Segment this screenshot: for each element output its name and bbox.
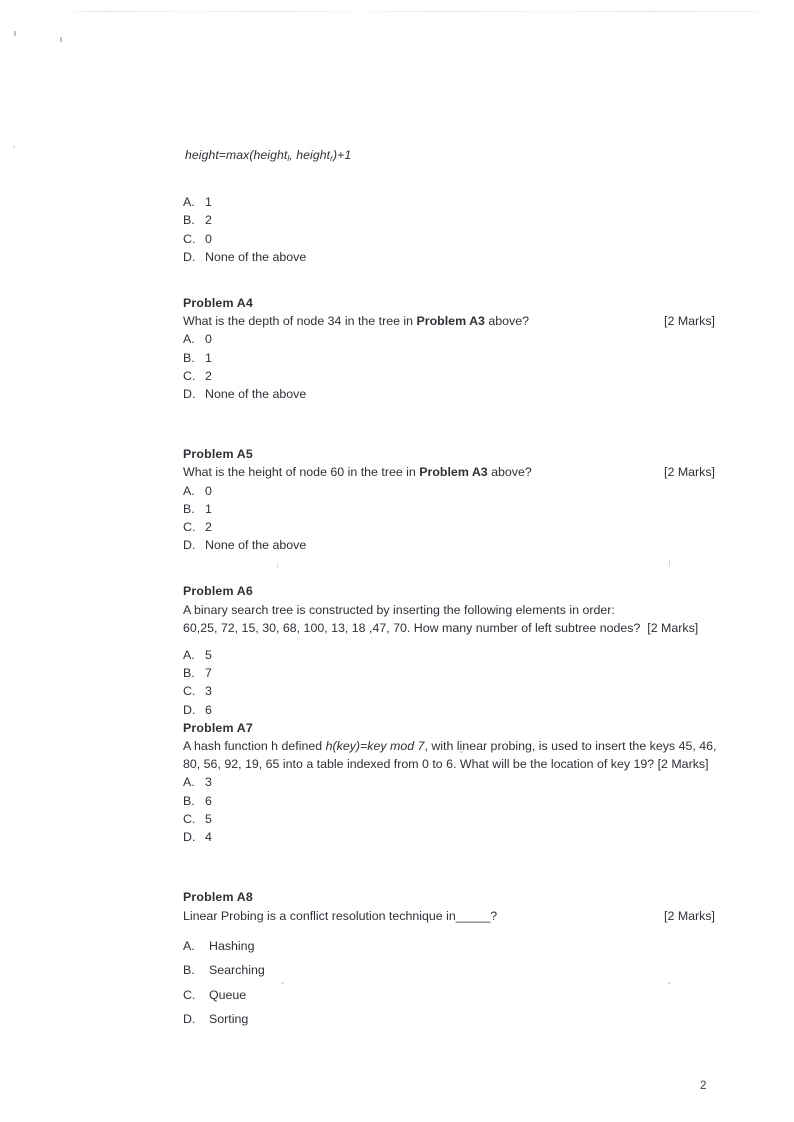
option-key: D. xyxy=(183,702,196,717)
option-key: B. xyxy=(183,213,195,228)
option-item[interactable] xyxy=(183,958,715,983)
problem-a6-question-line2-row xyxy=(183,619,715,637)
marks-label: [2 Marks] xyxy=(664,465,715,480)
option-value: 5 xyxy=(205,811,212,826)
formula-suffix: )+1 xyxy=(332,148,352,162)
option-value: None of the above xyxy=(205,538,307,553)
option-item[interactable] xyxy=(183,536,715,554)
option-value: None of the above xyxy=(205,387,307,402)
option-item[interactable] xyxy=(183,230,715,248)
option-key: A. xyxy=(183,938,195,953)
option-key: C. xyxy=(183,987,196,1002)
option-item[interactable] xyxy=(183,211,715,229)
option-item[interactable] xyxy=(183,792,715,810)
option-item[interactable] xyxy=(183,500,715,518)
question-text-post: above? xyxy=(484,314,530,329)
question-text-pre: What is the depth of node 34 in the tree in xyxy=(183,314,417,329)
question-reference: Problem A3 xyxy=(419,465,488,480)
option-value: 3 xyxy=(205,775,212,790)
option-list-a8 xyxy=(183,934,715,1032)
scan-artifact-speck xyxy=(13,146,15,148)
option-list-a5 xyxy=(183,482,715,555)
problem-a5-question-row xyxy=(183,463,715,481)
option-item[interactable] xyxy=(183,248,715,266)
option-list-a6 xyxy=(183,646,715,719)
option-item[interactable] xyxy=(183,518,715,536)
problem-a4-title: Problem A4 xyxy=(183,296,253,311)
option-item[interactable] xyxy=(183,983,715,1008)
problem-a7-question xyxy=(183,737,721,773)
option-value: 0 xyxy=(205,483,212,498)
problem-a4-question-row xyxy=(183,312,715,330)
option-item[interactable] xyxy=(183,193,715,211)
formula-middle: , height xyxy=(289,148,331,162)
option-key: A. xyxy=(183,648,195,663)
option-item[interactable] xyxy=(183,828,715,846)
option-value: Sorting xyxy=(209,1012,249,1027)
question-text-pre: What is the height of node 60 in the tree in xyxy=(183,465,420,480)
marks-label: [2 Marks] xyxy=(664,314,715,329)
problem-a7 xyxy=(183,719,715,846)
option-item[interactable] xyxy=(183,773,715,791)
problem-a7-title: Problem A7 xyxy=(183,720,253,735)
option-key: D. xyxy=(183,249,196,264)
option-value: Hashing xyxy=(209,938,255,953)
option-item[interactable] xyxy=(183,385,715,403)
option-value: 1 xyxy=(205,195,212,210)
option-item[interactable] xyxy=(183,482,715,500)
option-key: B. xyxy=(183,350,195,365)
problem-a6-question-line1: A binary search tree is constructed by inserting the following elements in order: xyxy=(183,602,615,617)
option-key: A. xyxy=(183,195,195,210)
option-list-a7 xyxy=(183,773,715,846)
option-key: A. xyxy=(183,483,195,498)
option-key: C. xyxy=(183,811,196,826)
scan-artifact-speck xyxy=(14,31,16,36)
option-value: 1 xyxy=(205,350,212,365)
marks-label: [2 Marks] xyxy=(647,620,699,635)
option-value: 6 xyxy=(205,793,212,808)
marks-label: [2 Marks] xyxy=(664,908,715,923)
option-value: 0 xyxy=(205,332,212,347)
option-value: 3 xyxy=(205,684,212,699)
problem-a8 xyxy=(183,888,715,1031)
page-number: 2 xyxy=(700,1080,707,1092)
option-value: 5 xyxy=(205,648,212,663)
option-key: D. xyxy=(183,538,196,553)
option-key: C. xyxy=(183,684,196,699)
formula-subscript-left: l xyxy=(287,153,290,163)
question-text-post: above? xyxy=(487,465,532,480)
option-key: B. xyxy=(183,963,195,978)
option-item[interactable] xyxy=(183,367,715,385)
problem-a6 xyxy=(183,582,715,718)
problem-a8-question: Linear Probing is a conflict resolution technique in_____? xyxy=(183,908,498,923)
option-item[interactable] xyxy=(183,646,715,664)
problem-a4-question xyxy=(183,312,539,330)
problem-a6-question xyxy=(183,601,715,637)
option-key: C. xyxy=(183,520,196,535)
option-item[interactable] xyxy=(183,682,715,700)
option-key: B. xyxy=(183,501,195,516)
option-key: D. xyxy=(183,830,196,845)
problem-a6-title: Problem A6 xyxy=(183,584,253,599)
option-key: A. xyxy=(183,775,195,790)
problem-a5-title: Problem A5 xyxy=(183,447,253,462)
option-value: 7 xyxy=(205,666,212,681)
option-key: B. xyxy=(183,666,195,681)
option-list-a4 xyxy=(183,330,715,403)
option-item[interactable] xyxy=(183,330,715,348)
option-item[interactable] xyxy=(183,349,715,367)
problem-a5-question xyxy=(183,463,542,481)
option-key: C. xyxy=(183,368,196,383)
problem-a6-question-line2: 60,25, 72, 15, 30, 68, 100, 13, 18 ,47, 70. How many number of left subtree nodes? xyxy=(183,620,641,635)
option-item[interactable] xyxy=(183,810,715,828)
hash-function-expression: h(key)=key mod 7 xyxy=(325,739,425,754)
option-value: 1 xyxy=(205,501,212,516)
option-value: 2 xyxy=(205,213,212,228)
option-value: 6 xyxy=(205,702,212,717)
option-value: 4 xyxy=(205,830,212,845)
option-value: None of the above xyxy=(205,249,307,264)
question-text-pre: A hash function h defined xyxy=(183,739,326,754)
problem-a8-question-row xyxy=(183,907,715,925)
option-list-a3 xyxy=(183,193,715,266)
option-key: D. xyxy=(183,1012,196,1027)
option-item[interactable] xyxy=(183,664,715,682)
option-value: 0 xyxy=(205,231,212,246)
formula-prefix: height=max(height xyxy=(185,148,288,162)
option-item[interactable] xyxy=(183,1007,715,1032)
height-formula xyxy=(185,146,715,167)
problem-a5 xyxy=(183,445,715,554)
option-key: A. xyxy=(183,332,195,347)
problem-a4 xyxy=(183,294,715,403)
document-body xyxy=(183,146,715,1032)
option-key: D. xyxy=(183,387,196,402)
option-value: Searching xyxy=(209,963,265,978)
option-item[interactable] xyxy=(183,701,715,719)
question-text-post: , with linear probing, is used to insert the keys 45, 46, 80, 56, 92, 19, 65 into a table indexed from 0 to 6. What will be the location of key 19? [2 Marks] xyxy=(183,739,717,772)
option-value: Queue xyxy=(209,987,247,1002)
scan-artifact-line xyxy=(62,11,762,12)
question-reference: Problem A3 xyxy=(416,314,485,329)
option-value: 2 xyxy=(205,520,212,535)
problem-a8-title: Problem A8 xyxy=(183,890,253,905)
option-item[interactable] xyxy=(183,934,715,959)
option-key: C. xyxy=(183,231,196,246)
scan-artifact-speck xyxy=(60,37,62,42)
formula-subscript-right: r xyxy=(330,153,333,163)
option-value: 2 xyxy=(205,368,212,383)
option-key: B. xyxy=(183,793,195,808)
